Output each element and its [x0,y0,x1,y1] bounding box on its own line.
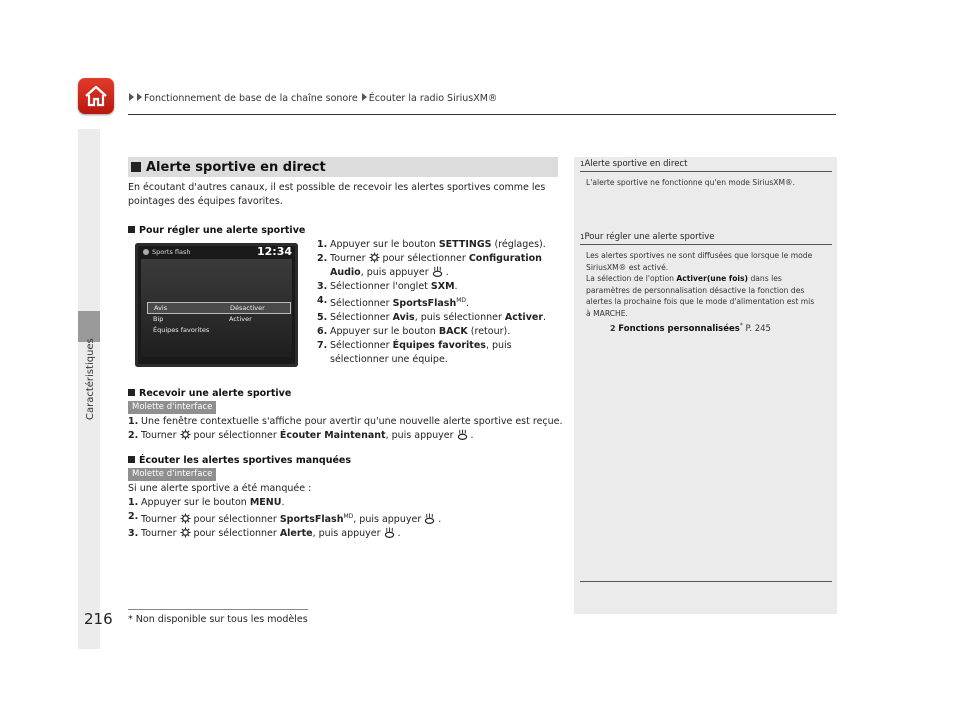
note-1-rule [580,171,832,172]
section-intro [128,181,545,209]
step-6: 6. Appuyer sur le bouton BACK (retour). [317,326,511,338]
note-2-link[interactable]: 2 Fonctions personnalisées* P. 245 [610,322,771,334]
note-2-para-2: La sélection de l'option Activer(une fois) dans les paramètres de personnalisation désactive la fonction des alertes la prochaine fois que le mode d'alimentation est mis à MARCHE. [586,274,815,318]
breadcrumb-arrow-icon [129,93,134,101]
panel-bottom-rule [580,581,832,582]
missed-step-2: 2. Tourner pour sélectionner SportsFlash$^{MD}$, puis appuyer . [128,511,442,526]
note-2 [580,232,832,335]
link-arrow-icon: 2 [610,323,616,333]
step-7-cont: sélectionner une équipe. [330,354,448,366]
interface-dial-tag: Molette d'interface [128,468,216,481]
step-5: 5. Sélectionner Avis, puis sélectionner Activer. [317,312,547,324]
knob-press-icon [432,266,443,277]
missed-intro: Si une alerte sportive a été manquée : [128,483,312,494]
breadcrumb [128,93,497,104]
subheading-bullet-icon [128,226,135,233]
breadcrumb-arrow-icon [362,93,367,101]
breadcrumb-level1[interactable]: Fonctionnement de base de la chaîne sonore [144,93,358,104]
knob-rotate-icon [369,252,380,263]
missed-step-1: 1. Appuyer sur le bouton MENU. [128,497,285,508]
home-button[interactable] [78,78,114,114]
receive-step-1: 1. Une fenêtre contextuelle s'affiche pour avertir qu'une nouvelle alerte sportive est reçue. [128,416,563,427]
missed-alert-heading: Écouter les alertes sportives manquées [128,455,351,466]
step-2: 2. Tourner pour sélectionner Configuration [317,253,542,264]
note-1-body: L'alerte sportive ne fonctionne qu'en mode SiriusXM®. [586,178,796,187]
screen-title: Sports flash [143,248,191,256]
note-2-body [580,250,818,335]
step-3: 3. Sélectionner l'onglet SXM. [317,281,458,292]
footnote-rule [128,609,308,610]
section-heading [128,157,558,177]
step-4: 4. Sélectionner SportsFlash$^{MD}$. [317,295,470,310]
home-icon [83,84,109,108]
subheading-bullet-icon [128,389,135,396]
intro-line-2: pointages des équipes favorites. [128,196,283,207]
breadcrumb-arrow-icon [137,93,142,101]
audio-screen-image [135,243,298,367]
screen-row-avis: Avis Désactiver [147,302,291,314]
subheading-bullet-icon [128,456,135,463]
knob-rotate-icon [180,527,191,538]
screen-row-bip: Bip Activer [153,315,252,323]
receive-step-2: 2. Tourner pour sélectionner Écouter Maintenant, puis appuyer . [128,430,474,441]
sirius-icon [143,249,149,255]
intro-line-1: En écoutant d'autres canaux, il est possible de recevoir les alertes sportives comme les [128,182,546,193]
step-1: 1. Appuyer sur le bouton SETTINGS (réglages). [317,239,546,250]
notes-panel [574,157,837,614]
note-2-para-1: Les alertes sportives ne sont diffusées que lorsque le mode SiriusXM® est activé. [586,251,813,272]
knob-rotate-icon [180,429,191,440]
receive-alert-heading: Recevoir une alerte sportive [128,388,291,399]
section-title: Alerte sportive en direct [146,159,326,175]
breadcrumb-level2[interactable]: Écouter la radio SiriusXM® [368,93,498,104]
step-2-cont: Audio, puis appuyer . [330,267,449,278]
page-number: 216 [84,610,113,628]
knob-press-icon [384,527,395,538]
missed-alert-steps [128,482,441,541]
set-alert-heading: Pour régler une alerte sportive [128,225,305,236]
knob-press-icon [457,429,468,440]
note-1-title: 1Alerte sportive en direct [580,159,688,169]
step-7: 7. Sélectionner Équipes favorites, puis [317,340,512,352]
knob-rotate-icon [180,513,191,524]
note-1 [580,159,832,189]
screen-clock: 12:34 [256,245,292,258]
screen-row-equipes: Équipes favorites [153,326,210,334]
section-bullet-icon [131,162,141,172]
side-tab-label: Caractéristiques [85,338,96,420]
header-divider [128,114,836,115]
interface-dial-tag: Molette d'interface [128,401,216,414]
missed-step-3: 3. Tourner pour sélectionner Alerte, puis appuyer . [128,528,401,540]
set-alert-steps [317,238,567,367]
footnote: * Non disponible sur tous les modèles [128,614,308,625]
note-2-rule [580,244,832,245]
receive-alert-steps [128,415,563,443]
note-2-title: 1Pour régler une alerte sportive [580,232,715,242]
screen-menu [141,259,292,357]
knob-press-icon [424,513,435,524]
